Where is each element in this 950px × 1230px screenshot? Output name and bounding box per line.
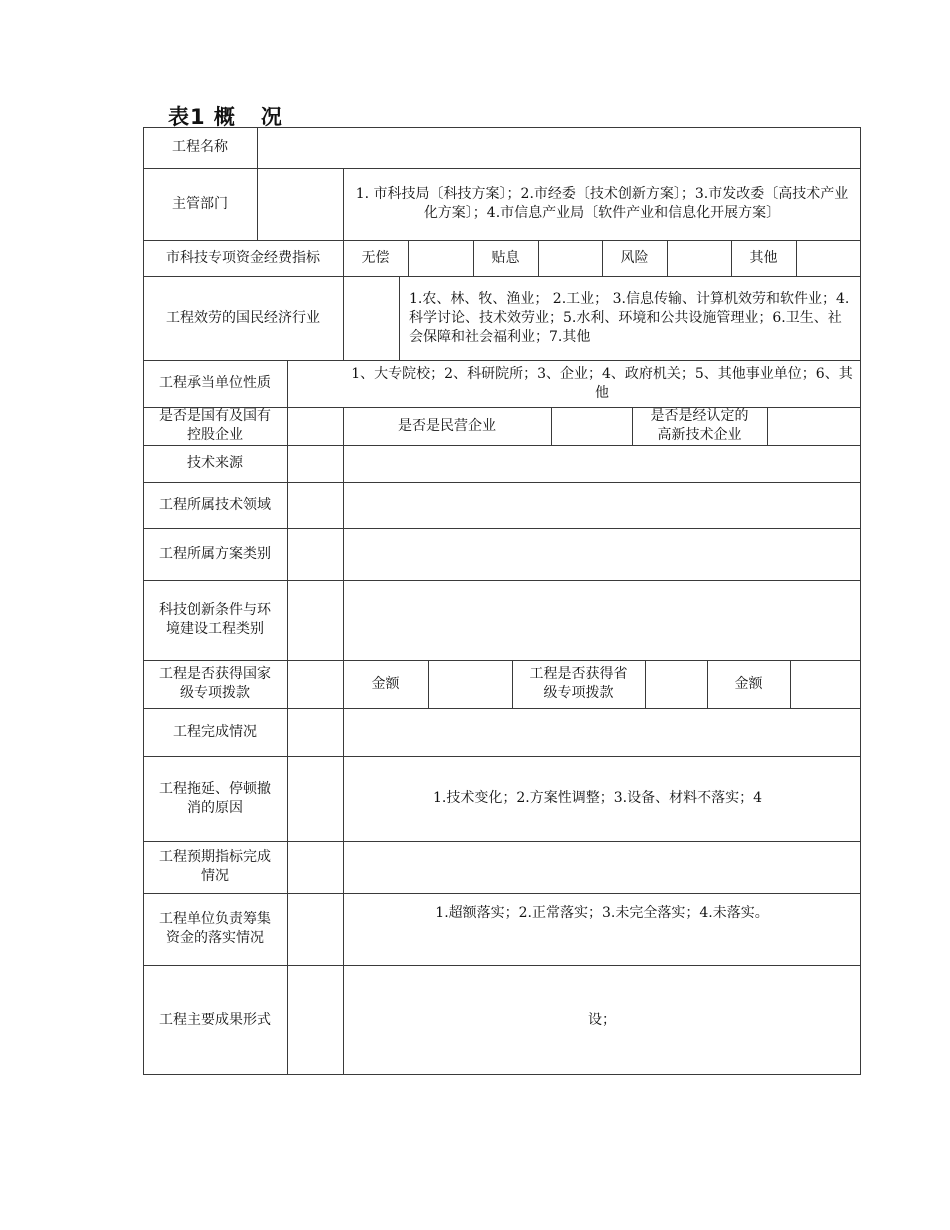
field-self-funding-code[interactable]: [287, 893, 343, 965]
field-funding-free[interactable]: [408, 240, 473, 276]
delay-options: 1.技术变化；2.方案性调整；3.设备、材料不落实；4: [433, 790, 762, 806]
field-amount-provincial[interactable]: [790, 660, 861, 708]
field-private[interactable]: [551, 407, 632, 445]
field-funding-risk[interactable]: [667, 240, 731, 276]
page-title: 表1 概 况: [168, 105, 283, 129]
label-national-grant: 工程是否获得国家级专项拨款: [159, 666, 271, 701]
field-amount-national[interactable]: [428, 660, 512, 708]
field-tech-field[interactable]: [343, 482, 861, 528]
label-industry: 工程效劳的国民经济行业: [166, 309, 320, 326]
field-results-code[interactable]: [287, 965, 343, 1075]
field-industry[interactable]: [343, 276, 399, 360]
label-plan-category: 工程所属方案类别: [159, 545, 271, 562]
department-options: 1. 市科技局〔科技方案〕；2.市经委〔技术创新方案〕；3.市发改委〔高技术产业化方案〕；4.市信息产业局〔软件产业和信息化开展方案〕: [355, 186, 849, 221]
field-tech-source-code[interactable]: [287, 445, 343, 482]
label-innovation: 科技创新条件与环境建设工程类别: [159, 602, 271, 637]
field-funding-other[interactable]: [796, 240, 861, 276]
field-unit-type[interactable]: [287, 360, 343, 407]
field-department[interactable]: [257, 168, 343, 240]
field-high-tech[interactable]: [767, 407, 861, 445]
label-delay: 工程拖延、停顿撤消的原因: [159, 780, 271, 816]
unit-type-options: 1、大专院校；2、科研院所；3、企业；4、政府机关；5、其他事业单位；6、其他: [351, 365, 853, 401]
field-state-owned[interactable]: [287, 407, 343, 445]
label-project-name: 工程名称: [172, 139, 228, 155]
field-innovation-code[interactable]: [287, 580, 343, 660]
field-project-name[interactable]: [257, 127, 861, 168]
label-unit-type: 工程承当单位性质: [159, 375, 271, 391]
label-tech-field: 工程所属技术领域: [159, 496, 271, 513]
label-tech-source: 技术来源: [187, 455, 243, 471]
label-amount-provincial: 金额: [734, 675, 763, 692]
field-innovation[interactable]: [343, 580, 861, 660]
label-high-tech: 是否是经认定的高新技术企业: [650, 408, 749, 443]
field-tech-field-code[interactable]: [287, 482, 343, 528]
field-expected-code[interactable]: [287, 841, 343, 893]
field-plan-category[interactable]: [343, 528, 861, 580]
label-self-funding: 工程单位负责筹集资金的落实情况: [159, 911, 271, 946]
funding-type-free: 无偿: [361, 249, 390, 266]
label-department: 主管部门: [172, 195, 228, 212]
field-tech-source[interactable]: [343, 445, 861, 482]
field-completion[interactable]: [343, 708, 861, 756]
self-funding-options: 1.超额落实；2.正常落实；3.未完全落实；4.未落实。: [435, 904, 769, 921]
label-state-owned: 是否是国有及国有控股企业: [159, 408, 271, 443]
label-completion: 工程完成情况: [173, 723, 257, 740]
funding-type-interest: 贴息: [491, 249, 520, 266]
field-expected[interactable]: [343, 841, 861, 893]
field-national-grant[interactable]: [287, 660, 343, 708]
field-provincial-grant[interactable]: [645, 660, 707, 708]
funding-type-other: 其他: [749, 249, 778, 266]
field-plan-category-code[interactable]: [287, 528, 343, 580]
label-provincial-grant: 工程是否获得省级专项拨款: [529, 666, 628, 701]
field-delay-code[interactable]: [287, 756, 343, 841]
label-amount-national: 金额: [371, 675, 400, 692]
field-funding-interest[interactable]: [538, 240, 602, 276]
results-options: 设；: [588, 1011, 616, 1028]
funding-type-risk: 风险: [620, 249, 649, 266]
label-funding: 市科技专项资金经费指标: [166, 249, 320, 266]
label-expected: 工程预期指标完成情况: [159, 849, 271, 884]
industry-options: 1.农、林、牧、渔业； 2.工业； 3.信息传输、计算机效劳和软件业；4.科学讨论、技术效劳业；5.水利、环境和公共设施管理业；6.卫生、社会保障和社会福利业；7.其他: [409, 290, 850, 345]
field-completion-code[interactable]: [287, 708, 343, 756]
label-private: 是否是民营企业: [398, 417, 496, 434]
label-results: 工程主要成果形式: [159, 1011, 271, 1028]
